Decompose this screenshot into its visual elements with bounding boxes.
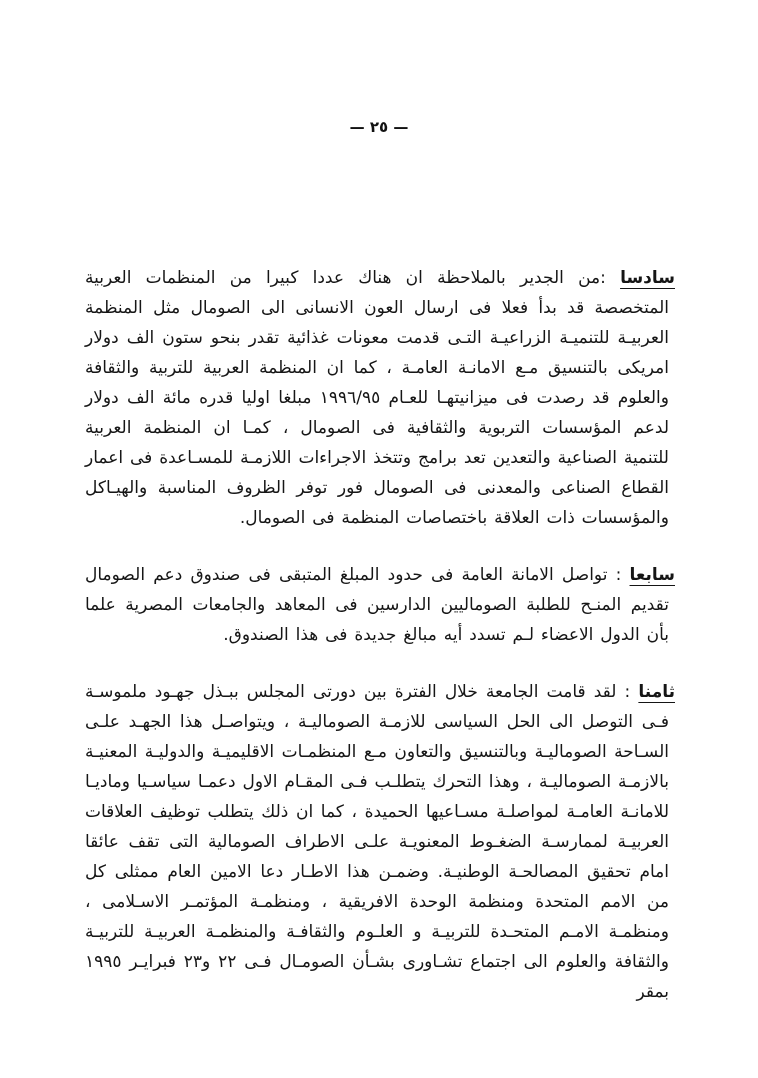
paragraph-seventh <box>85 560 675 650</box>
paragraph-eighth <box>85 677 675 1007</box>
paragraph-sixth-label: سادسا <box>620 268 675 288</box>
paragraph-eighth-label: ثامنا <box>638 682 675 702</box>
document-text-block <box>85 263 675 1007</box>
paragraph-sixth-text: :من الجدير بالملاحظة ان هناك عددا كبيرا من المنظمات العربية المتخصصة قد بدأ فعلا فى ارسال العون الانسانى الى الصومال مثل المنظمة العربيـة للتنميـة الزراعيـة التـى قدمت معونات غذائية تقدر بنحو ستون الف دولار امريكى بالتنسيق مـع الامانـة العامـة ، كما ان المنظمة العربية للتربية والثقافة والعلوم قد رصدت فى ميزانيتهـا للعـام ١٩٩٦/٩٥ مبلغا اوليا قدره مائة الف دولار لدعم المؤسسات التربوية والثقافية فى الصومال ، كمـا ان المنظمة العربية للتنمية الصناعية والتعدين تعد برامج وتتخذ الاجراءات اللازمـة للمسـاعدة فى اعمار القطاع الصناعى والمعدنى فى الصومال فور توفر الظروف المناسبة والهيـاكل والمؤسسات ذات العلاقة باختصاصات المنظمة فى الصومال. <box>85 268 669 528</box>
paragraph-eighth-text: : لقد قامت الجامعة خلال الفترة بين دورتى المجلس ببـذل جهـود ملموسـة فـى التوصل الى الحل السياسى للازمـة الصوماليـة ، ويتواصـل هذا الجهـد علـى السـاحة الصوماليـة وبالتنسيق والتعاون مـع المنظمـات الاقليميـة والدوليـة المعنيـة بالازمـة الصوماليـة ، وهذا التحرك يتطلـب فـى المقـام الاول دعمـا سياسـيا وماديـا للامانـة العامـة لمواصلـة مسـاعيها الحميدة ، كما ان ذلك يتطلب توظيف العلاقات العربيـة لممارسـة الضغـوط المعنويـة علـى الاطراف الصومالية التى تقف عائقا امام تحقيق المصالحـة الوطنيـة. وضمـن هذا الاطـار دعا الامين العام ممثلى كل من الامم المتحدة ومنظمة الوحدة الافريقية ، ومنظمـة المؤتمـر الاسـلامى ، ومنظمـة الامـم المتحـدة للتربيـة و العلـوم والثقافـة والمنظمـة العربيـة للتربيـة والثقافة والعلوم الى اجتماع تشـاورى بشـأن الصومـال فـى ٢٢ و٢٣ فبرايـر ١٩٩٥ بمقر <box>85 682 669 1002</box>
paragraph-seventh-text: : تواصل الامانة العامة فى حدود المبلغ المتبقى فى صندوق دعم الصومال تقديم المنـح للطلبة الصوماليين الدارسين فى المعاهد والجامعات المصرية علما بأن الدول الاعضاء لـم تسدد أيه مبالغ جديدة فى هذا الصندوق. <box>85 565 669 645</box>
paragraph-sixth <box>85 263 675 533</box>
paragraph-seventh-label: سابعا <box>629 565 675 585</box>
page-number: — ٢٥ — <box>349 118 409 136</box>
